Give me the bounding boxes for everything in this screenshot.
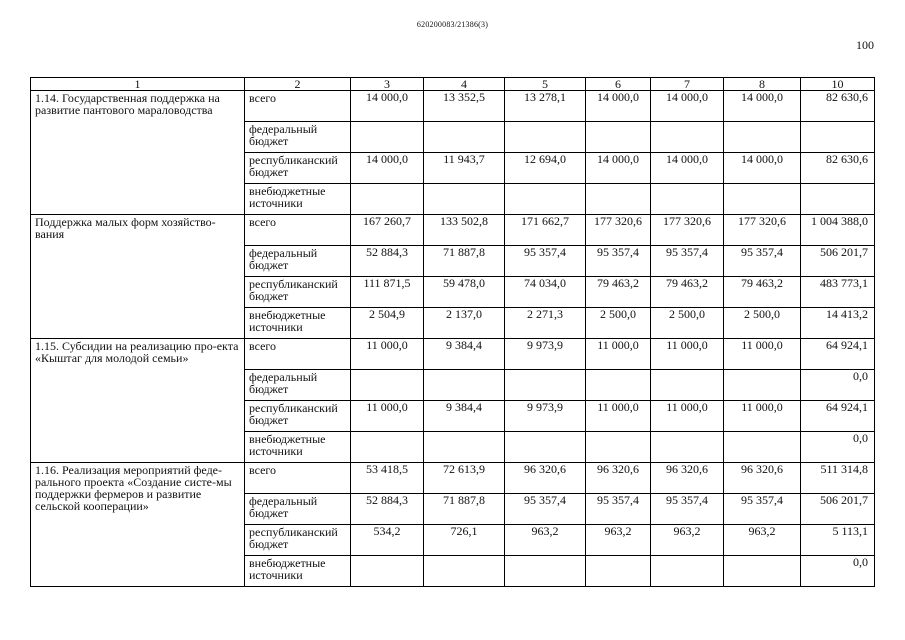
funding-source: внебюджетные источники — [245, 184, 351, 215]
measure-name: Поддержка малых форм хозяйство-вания — [31, 215, 245, 339]
value-cell: 11 943,7 — [424, 153, 505, 184]
value-cell: 111 871,5 — [351, 277, 424, 308]
total-cell: 82 630,6 — [801, 153, 875, 184]
value-cell: 71 887,8 — [424, 494, 505, 525]
value-cell: 14 000,0 — [586, 153, 651, 184]
funding-source: федеральный бюджет — [245, 370, 351, 401]
value-cell: 96 320,6 — [724, 463, 801, 494]
measure-name: 1.14. Государственная поддержка на развитие пантового мараловодства — [31, 91, 245, 215]
value-cell — [724, 122, 801, 153]
value-cell: 2 271,3 — [505, 308, 586, 339]
value-cell: 14 000,0 — [586, 91, 651, 122]
value-cell: 95 357,4 — [724, 246, 801, 277]
value-cell: 2 500,0 — [586, 308, 651, 339]
table-row — [31, 339, 875, 370]
value-cell: 177 320,6 — [724, 215, 801, 246]
value-cell: 53 418,5 — [351, 463, 424, 494]
value-cell — [724, 556, 801, 587]
header-row — [31, 78, 875, 91]
budget-table — [30, 77, 875, 587]
total-cell: 483 773,1 — [801, 277, 875, 308]
value-cell: 52 884,3 — [351, 494, 424, 525]
page-number: 100 — [856, 38, 874, 52]
funding-source: республиканский бюджет — [245, 153, 351, 184]
value-cell: 14 000,0 — [651, 91, 724, 122]
value-cell: 95 357,4 — [586, 494, 651, 525]
value-cell — [351, 432, 424, 463]
value-cell: 72 613,9 — [424, 463, 505, 494]
value-cell — [424, 370, 505, 401]
funding-source: федеральный бюджет — [245, 494, 351, 525]
total-cell: 0,0 — [801, 556, 875, 587]
value-cell: 2 500,0 — [724, 308, 801, 339]
funding-source: федеральный бюджет — [245, 122, 351, 153]
value-cell: 963,2 — [505, 525, 586, 556]
value-cell: 534,2 — [351, 525, 424, 556]
value-cell: 9 973,9 — [505, 339, 586, 370]
value-cell: 13 278,1 — [505, 91, 586, 122]
measure-name: 1.15. Субсидии на реализацию про-екта «Кыштаг для молодой семьи» — [31, 339, 245, 463]
value-cell: 14 000,0 — [724, 153, 801, 184]
funding-source: федеральный бюджет — [245, 246, 351, 277]
value-cell: 177 320,6 — [651, 215, 724, 246]
total-cell: 1 004 388,0 — [801, 215, 875, 246]
header-cell: 3 — [351, 78, 424, 91]
value-cell: 726,1 — [424, 525, 505, 556]
value-cell: 2 504,9 — [351, 308, 424, 339]
table-row — [31, 91, 875, 122]
value-cell — [586, 184, 651, 215]
value-cell: 59 478,0 — [424, 277, 505, 308]
value-cell — [505, 432, 586, 463]
value-cell: 11 000,0 — [724, 339, 801, 370]
value-cell — [651, 370, 724, 401]
total-cell: 64 924,1 — [801, 401, 875, 432]
value-cell: 963,2 — [651, 525, 724, 556]
value-cell — [724, 370, 801, 401]
header-cell: 6 — [586, 78, 651, 91]
value-cell: 96 320,6 — [651, 463, 724, 494]
value-cell — [351, 370, 424, 401]
header-cell: 7 — [651, 78, 724, 91]
value-cell: 9 384,4 — [424, 401, 505, 432]
value-cell — [505, 184, 586, 215]
value-cell: 133 502,8 — [424, 215, 505, 246]
value-cell: 963,2 — [586, 525, 651, 556]
value-cell: 95 357,4 — [724, 494, 801, 525]
header-cell: 8 — [724, 78, 801, 91]
funding-source: внебюджетные источники — [245, 308, 351, 339]
value-cell: 74 034,0 — [505, 277, 586, 308]
total-cell: 506 201,7 — [801, 246, 875, 277]
value-cell — [651, 556, 724, 587]
value-cell — [586, 556, 651, 587]
value-cell: 95 357,4 — [505, 246, 586, 277]
funding-source: всего — [245, 339, 351, 370]
total-cell: 0,0 — [801, 432, 875, 463]
value-cell — [505, 556, 586, 587]
header-cell: 5 — [505, 78, 586, 91]
value-cell — [351, 184, 424, 215]
funding-source: республиканский бюджет — [245, 401, 351, 432]
value-cell: 2 500,0 — [651, 308, 724, 339]
value-cell: 14 000,0 — [351, 153, 424, 184]
value-cell: 11 000,0 — [651, 401, 724, 432]
value-cell — [651, 432, 724, 463]
value-cell — [651, 184, 724, 215]
total-cell: 511 314,8 — [801, 463, 875, 494]
value-cell — [724, 184, 801, 215]
total-cell — [801, 122, 875, 153]
header-cell: 2 — [245, 78, 351, 91]
value-cell: 96 320,6 — [505, 463, 586, 494]
value-cell — [424, 184, 505, 215]
value-cell: 95 357,4 — [505, 494, 586, 525]
total-cell: 0,0 — [801, 370, 875, 401]
document-code: 620200083/21386(3) — [416, 20, 489, 29]
funding-source: внебюджетные источники — [245, 432, 351, 463]
header-cell: 1 — [31, 78, 245, 91]
value-cell: 177 320,6 — [586, 215, 651, 246]
total-cell — [801, 184, 875, 215]
value-cell — [424, 556, 505, 587]
value-cell: 11 000,0 — [351, 339, 424, 370]
value-cell — [505, 370, 586, 401]
value-cell: 96 320,6 — [586, 463, 651, 494]
value-cell — [424, 432, 505, 463]
value-cell: 167 260,7 — [351, 215, 424, 246]
header-cell: 10 — [801, 78, 875, 91]
value-cell: 79 463,2 — [724, 277, 801, 308]
value-cell: 11 000,0 — [651, 339, 724, 370]
table-body — [31, 78, 875, 587]
value-cell — [651, 122, 724, 153]
value-cell: 14 000,0 — [724, 91, 801, 122]
value-cell — [424, 122, 505, 153]
value-cell — [724, 432, 801, 463]
total-cell: 5 113,1 — [801, 525, 875, 556]
funding-source: республиканский бюджет — [245, 277, 351, 308]
value-cell: 9 384,4 — [424, 339, 505, 370]
value-cell: 14 000,0 — [651, 153, 724, 184]
value-cell: 95 357,4 — [651, 494, 724, 525]
total-cell: 506 201,7 — [801, 494, 875, 525]
funding-source: республиканский бюджет — [245, 525, 351, 556]
table-row — [31, 215, 875, 246]
value-cell — [586, 432, 651, 463]
value-cell: 71 887,8 — [424, 246, 505, 277]
value-cell: 13 352,5 — [424, 91, 505, 122]
value-cell: 12 694,0 — [505, 153, 586, 184]
value-cell: 11 000,0 — [724, 401, 801, 432]
value-cell: 11 000,0 — [586, 401, 651, 432]
value-cell: 14 000,0 — [351, 91, 424, 122]
value-cell: 95 357,4 — [586, 246, 651, 277]
value-cell: 2 137,0 — [424, 308, 505, 339]
value-cell: 79 463,2 — [651, 277, 724, 308]
value-cell — [351, 122, 424, 153]
value-cell — [351, 556, 424, 587]
total-cell: 64 924,1 — [801, 339, 875, 370]
total-cell: 82 630,6 — [801, 91, 875, 122]
value-cell: 52 884,3 — [351, 246, 424, 277]
value-cell — [586, 122, 651, 153]
value-cell — [505, 122, 586, 153]
value-cell: 171 662,7 — [505, 215, 586, 246]
measure-name: 1.16. Реализация мероприятий феде-рального проекта «Создание систе-мы поддержки фермеров и развитие сельской кооперации» — [31, 463, 245, 587]
funding-source: всего — [245, 91, 351, 122]
header-cell: 4 — [424, 78, 505, 91]
value-cell: 963,2 — [724, 525, 801, 556]
value-cell: 95 357,4 — [651, 246, 724, 277]
funding-source: внебюджетные источники — [245, 556, 351, 587]
value-cell: 79 463,2 — [586, 277, 651, 308]
value-cell — [586, 370, 651, 401]
funding-source: всего — [245, 463, 351, 494]
total-cell: 14 413,2 — [801, 308, 875, 339]
value-cell: 11 000,0 — [586, 339, 651, 370]
funding-source: всего — [245, 215, 351, 246]
table-row — [31, 463, 875, 494]
value-cell: 9 973,9 — [505, 401, 586, 432]
value-cell: 11 000,0 — [351, 401, 424, 432]
